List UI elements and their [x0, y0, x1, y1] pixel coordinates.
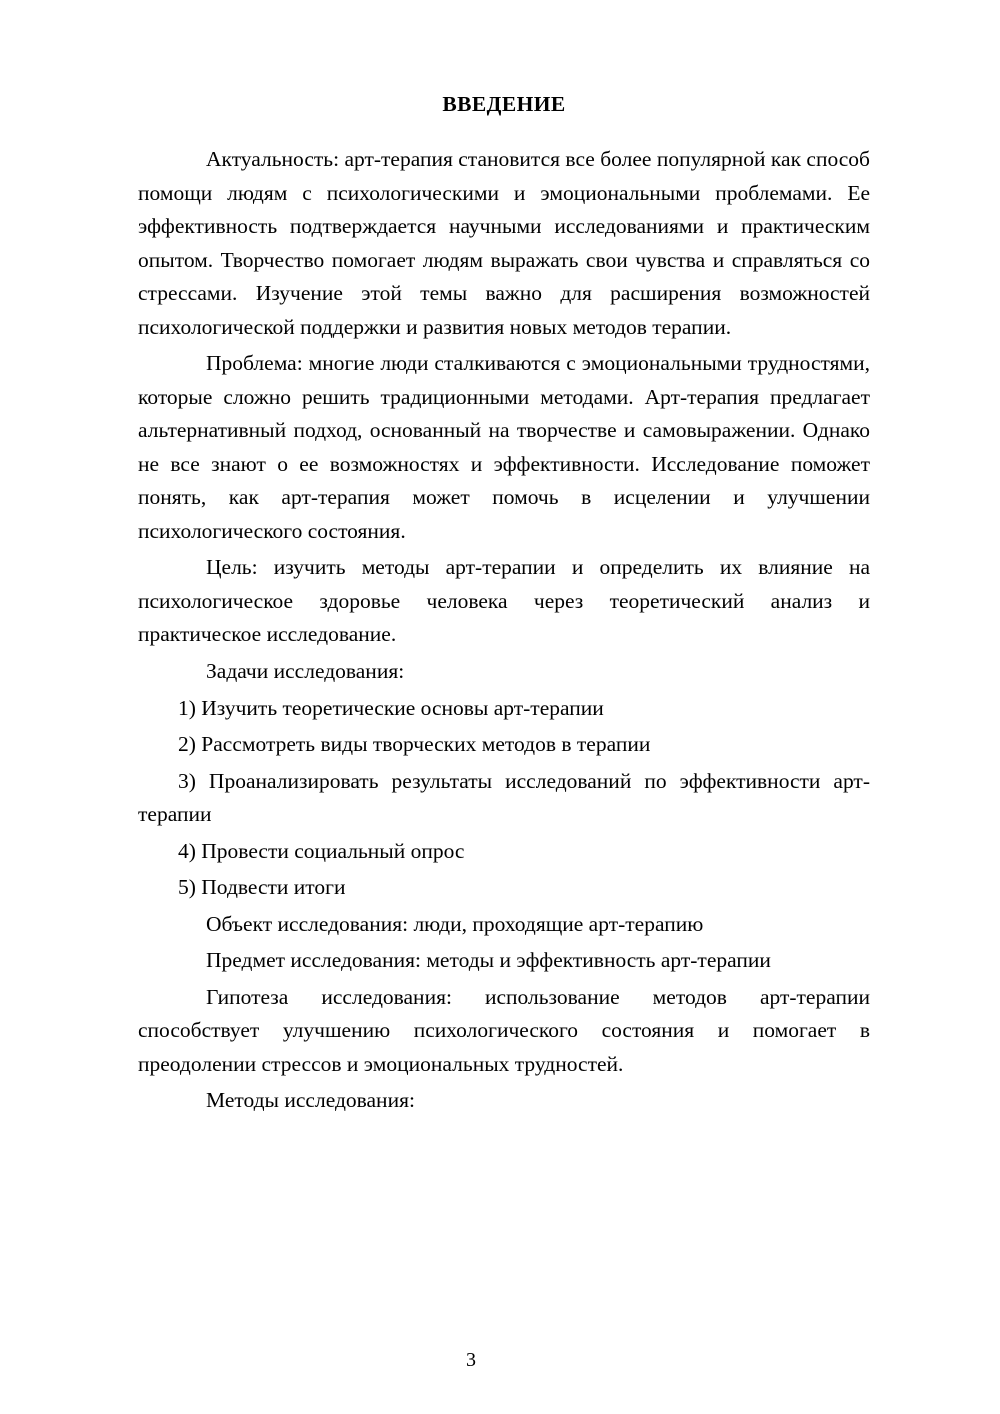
page-number: 3: [466, 1349, 476, 1371]
subject-of-research: Предмет исследования: методы и эффективность арт-терапии: [206, 948, 771, 973]
paragraph-goal: Цель: изучить методы арт-терапии и определить их влияние на психологическое здоровье человека через теоретический анализ и практическое исследование.: [138, 555, 870, 647]
paragraph-relevance: Актуальность: арт-терапия становится все более популярной как способ помощи людям с психологическими и эмоциональными проблемами. Ее эффективность подтверждается научными исследованиями и практическим опытом. Творчество помогает людям выражать свои чувства и справляться со стрессами. Изучение этой темы важно для расширения возможностей психологической поддержки и развития новых методов терапии.: [138, 147, 870, 339]
paragraph-problem: Проблема: многие люди сталкиваются с эмоциональными трудностями, которые сложно решить традиционными методами. Арт-терапия предлагает альтернативный подход, основанный на творчестве и самовыражении. Однако не все знают о ее возможностях и эффективности. Исследование поможет понять, как арт-терапия может помочь в исцелении и улучшении психологического состояния.: [138, 351, 870, 543]
page-title: ВВЕДЕНИЕ: [442, 92, 566, 116]
object-of-research: Объект исследования: люди, проходящие арт-терапию: [206, 911, 704, 936]
methods-heading: Методы исследования:: [206, 1088, 415, 1113]
list-item: 5) Подвести итоги: [178, 875, 346, 900]
list-item: 2) Рассмотреть виды творческих методов в терапии: [178, 732, 651, 757]
list-item: 3) Проанализировать результаты исследований по эффективности арт-терапии: [138, 768, 870, 827]
tasks-heading: Задачи исследования:: [206, 658, 405, 683]
hypothesis: Гипотеза исследования: использование методов арт-терапии способствует улучшению психологического состояния и помогает в преодолении стрессов и эмоциональных трудностей.: [138, 984, 870, 1076]
list-item: 1) Изучить теоретические основы арт-терапии: [178, 695, 604, 720]
list-item: 4) Провести социальный опрос: [178, 838, 465, 863]
